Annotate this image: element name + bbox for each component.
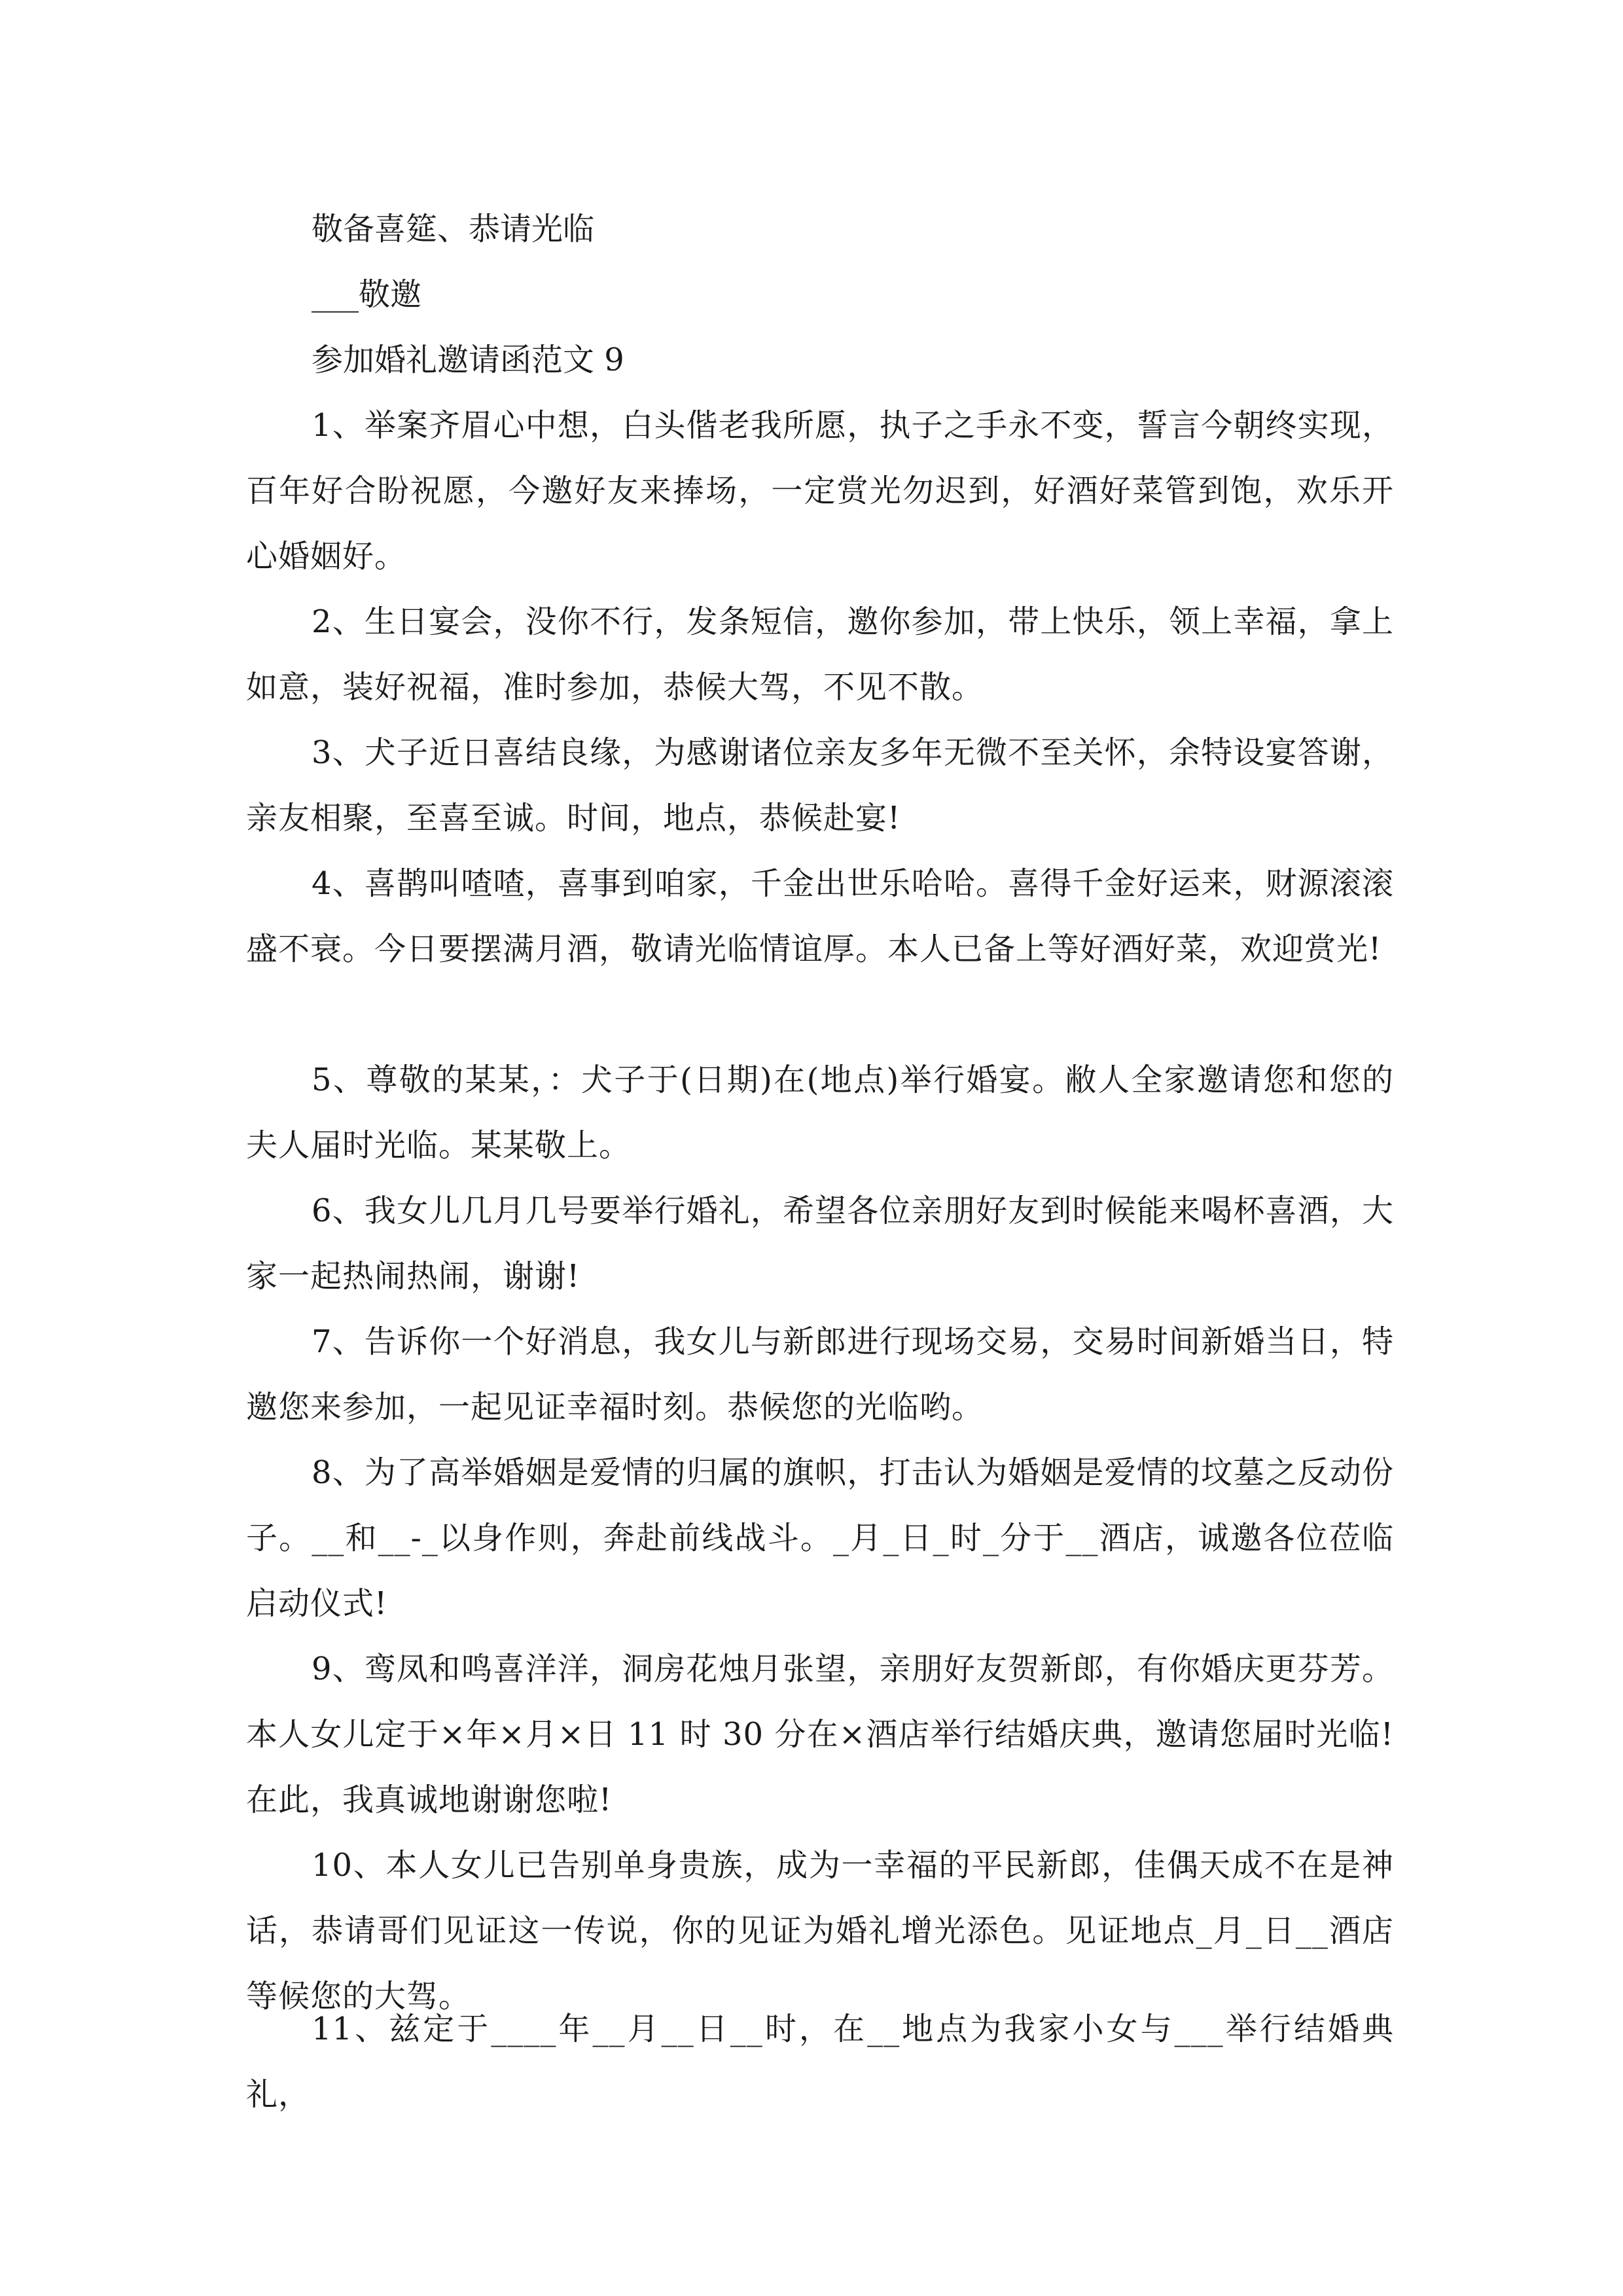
list-item: 3、犬子近日喜结良缘，为感谢诸位亲友多年无微不至关怀，余特设宴答谢，亲友相聚，至喜至诚。时间，地点，恭候赴宴! [246,734,1394,836]
section-title: 参加婚礼邀请函范文 9 [312,342,624,378]
document-page [246,0,1394,2296]
list-item: 4、喜鹊叫喳喳，喜事到咱家，千金出世乐哈哈。喜得千金好运来，财源滚滚盛不衰。今日要摆满月酒，敬请光临情谊厚。本人已备上等好酒好菜，欢迎赏光! [246,865,1394,967]
list-item: 1、举案齐眉心中想，白头偕老我所愿，执子之手永不变，誓言今朝终实现，百年好合盼祝愿，今邀好友来捧场，一定赏光勿迟到，好酒好菜管到饱，欢乐开心婚姻好。 [246,407,1394,575]
list-item: 6、我女儿几月几号要举行婚礼，希望各位亲朋好友到时候能来喝杯喜酒，大家一起热闹热闹，谢谢! [246,1193,1394,1295]
list-item: 7、告诉你一个好消息，我女儿与新郎进行现场交易，交易时间新婚当日，特邀您来参加，一起见证幸福时刻。恭候您的光临哟。 [246,1323,1394,1426]
list-item: 11、兹定于____年__月__日__时，在__地点为我家小女与___举行结婚典礼， [246,2011,1394,2113]
list-item: 2、生日宴会，没你不行，发条短信，邀你参加，带上快乐，领上幸福，拿上如意，装好祝福，准时参加，恭候大驾，不见不散。 [246,603,1394,706]
signature-line: ___敬邀 [312,276,422,313]
list-item: 10、本人女儿已告别单身贵族，成为一幸福的平民新郎，佳偶天成不在是神话，恭请哥们见证这一传说，你的见证为婚礼增光添色。见证地点_月_日__酒店等候您的大驾。 [246,1847,1394,2015]
list-item: 5、尊敬的某某，：犬子于(日期)在(地点)举行婚宴。敝人全家邀请您和您的夫人届时光临。某某敬上。 [246,1062,1394,1164]
closing-line: 敬备喜筵、恭请光临 [312,211,595,247]
list-item: 9、鸾凤和鸣喜洋洋，洞房花烛月张望，亲朋好友贺新郎，有你婚庆更芬芳。本人女儿定于×年×月×日 11 时 30 分在×酒店举行结婚庆典，邀请您届时光临!在此，我真诚地谢谢您啦! [246,1651,1394,1818]
list-item: 8、为了高举婚姻是爱情的归属的旗帜，打击认为婚姻是爱情的坟墓之反动份子。__和__-_以身作则，奔赴前线战斗。_月_日_时_分于__酒店，诚邀各位莅临启动仪式! [246,1454,1394,1622]
